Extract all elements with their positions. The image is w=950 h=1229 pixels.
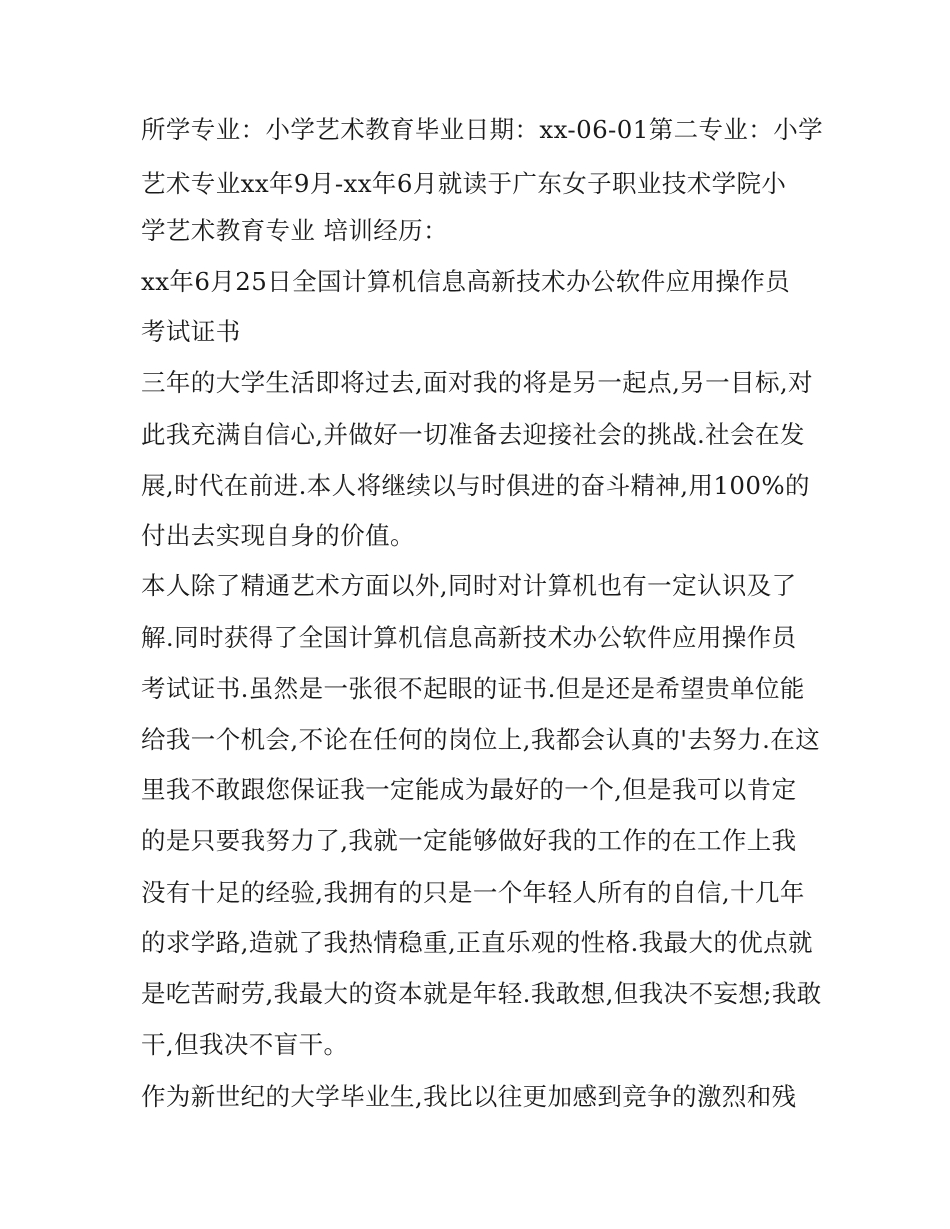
text-line: 里我不敢跟您保证我一定能成为最好的一个,但是我可以肯定 (141, 775, 797, 804)
text-line: 此我充满自信心,并做好一切准备去迎接社会的挑战.社会在发 (141, 420, 805, 449)
text-line: 本人除了精通艺术方面以外,同时对计算机也有一定认识及了 (141, 571, 797, 600)
text-line: 的求学路,造就了我热情稳重,正直乐观的性格.我最大的优点就 (141, 928, 813, 957)
text-line: 作为新世纪的大学毕业生,我比以往更加感到竞争的激烈和残 (141, 1082, 797, 1111)
text-line: 展,时代在前进.本人将继续以与时俱进的奋斗精神,用100%的 (141, 471, 810, 500)
text-line: 付出去实现自身的价值。 (141, 521, 415, 550)
text-line: 所学专业：小学艺术教育毕业日期：xx-06-01第二专业：小学 (141, 115, 824, 144)
text-line: 是吃苦耐劳,我最大的资本就是年轻.我敢想,但我决不妄想;我敢 (141, 979, 822, 1008)
text-line: 考试证书 (141, 317, 241, 346)
text-line: 考试证书.虽然是一张很不起眼的证书.但是还是希望贵单位能 (141, 674, 805, 703)
text-line: 三年的大学生活即将过去,面对我的将是另一起点,另一目标,对 (141, 368, 813, 397)
text-line: 给我一个机会,不论在任何的岗位上,我都会认真的'去努力.在这 (141, 725, 821, 754)
text-line: 解.同时获得了全国计算机信息高新技术办公软件应用操作员 (141, 623, 797, 652)
text-line: 学艺术教育专业 培训经历： (141, 216, 448, 245)
text-line: 艺术专业xx年9月-xx年6月就读于广东女子职业技术学院小 (141, 169, 787, 198)
text-line: xx年6月25日全国计算机信息高新技术办公软件应用操作员 (141, 267, 791, 296)
text-line: 干,但我决不盲干。 (141, 1030, 349, 1059)
text-line: 的是只要我努力了,我就一定能够做好我的工作的在工作上我 (141, 826, 797, 855)
text-line: 没有十足的经验,我拥有的只是一个年轻人所有的自信,十几年 (141, 878, 805, 907)
